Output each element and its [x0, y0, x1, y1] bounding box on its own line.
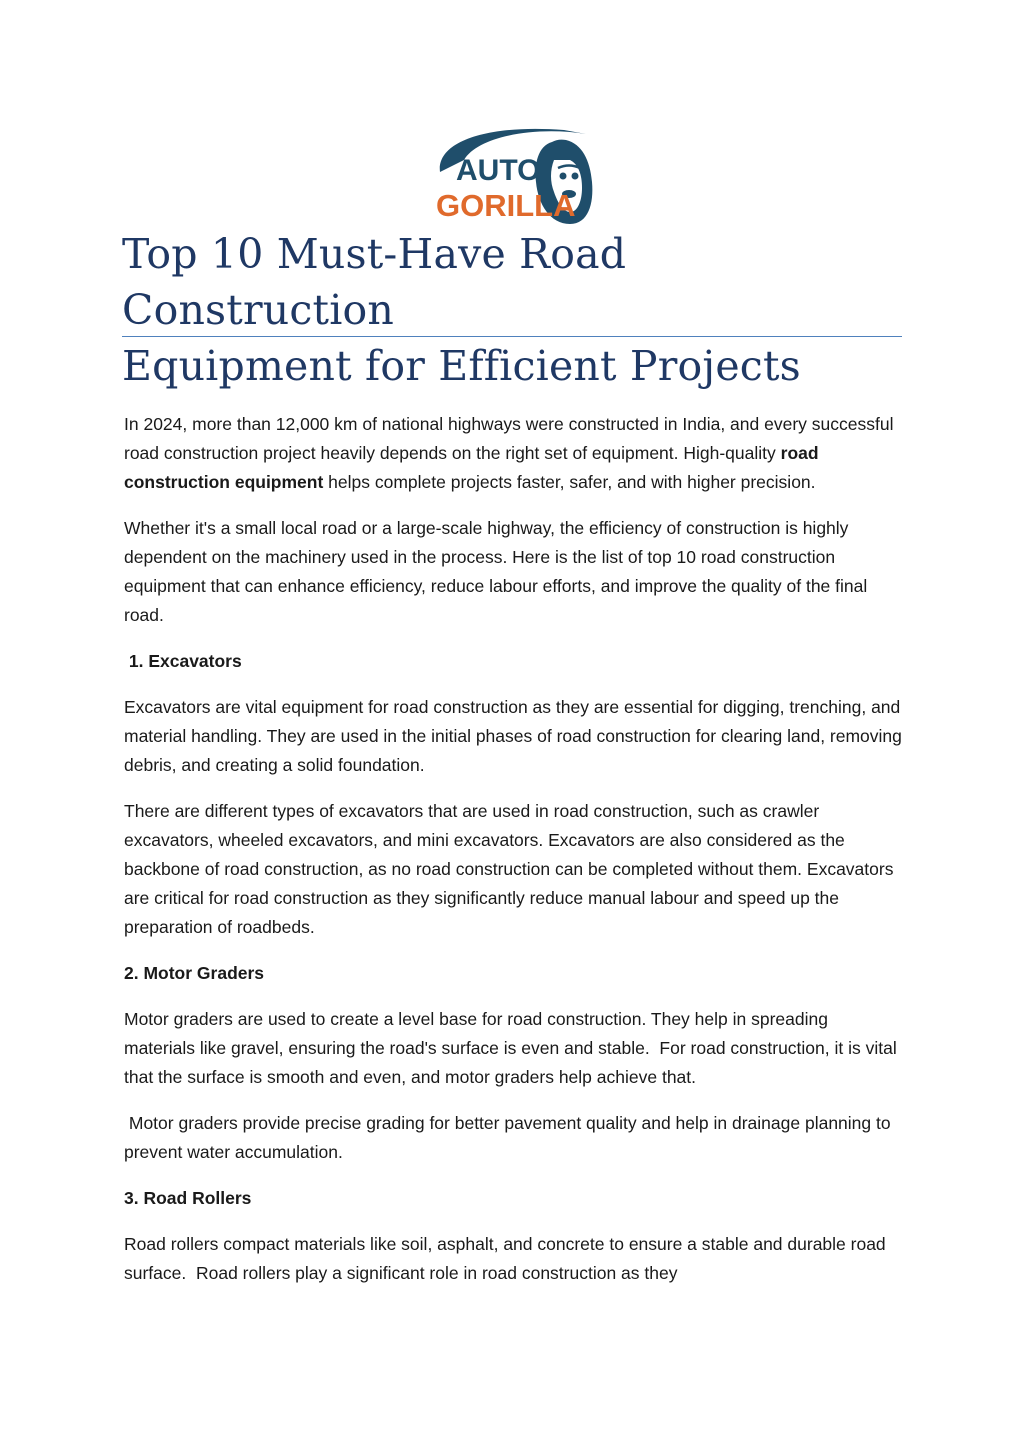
- section-heading-road-rollers: 3. Road Rollers: [124, 1188, 252, 1208]
- title-line-2: Equipment for Efficient Projects: [122, 342, 801, 390]
- excavators-paragraph-2: There are different types of excavators that are used in road construction, such as crawler excavators, wheeled excavators, and mini excavators. Excavators are also considered as the backbone of road construction, as no road construction can be completed without them. Excavators are critical for road construction as they significantly reduce manual labour and speed up the preparation of roadbeds.: [124, 801, 894, 937]
- motor-graders-paragraph-2: Motor graders provide precise grading for better pavement quality and help in drainage planning to prevent water accumulation.: [124, 1113, 896, 1162]
- auto-gorilla-logo: [426, 120, 596, 230]
- logo-text-top: AUTO: [456, 154, 541, 187]
- title-line-1: Top 10 Must-Have Road Construction: [122, 230, 627, 334]
- page-title: [122, 226, 902, 394]
- motor-graders-paragraph-1: Motor graders are used to create a level base for road construction. They help in spreading materials like gravel, ensuring the road's surface is even and stable. For road construction, it is vital that the surface is smooth and even, and motor graders help achieve that.: [124, 1009, 902, 1087]
- road-rollers-paragraph-1: Road rollers compact materials like soil, asphalt, and concrete to ensure a stable and durable road surface. Road rollers play a significant role in road construction as they: [124, 1234, 891, 1283]
- intro-paragraph-2: Whether it's a small local road or a large-scale highway, the efficiency of construction is highly dependent on the machinery used in the process. Here is the list of top 10 road construction equipment that can enhance efficiency, reduce labour efforts, and improve the quality of the final road.: [124, 518, 868, 625]
- excavators-paragraph-1: Excavators are vital equipment for road construction as they are essential for digging, trenching, and material handling. They are used in the initial phases of road construction for clearing land, removing debris, and creating a solid foundation.: [124, 697, 902, 775]
- title-divider: [122, 336, 902, 337]
- logo-text-bottom: GORILLA: [436, 188, 576, 223]
- intro-bold-link-text: road construction equipment: [124, 443, 819, 492]
- title-block: [122, 226, 902, 394]
- intro-text-a: In 2024, more than 12,000 km of national highways were constructed in India, and every successful road construction project heavily depends on the right set of equipment. High-quality: [124, 414, 894, 463]
- intro-paragraph: [124, 410, 902, 497]
- section-heading-motor-graders: 2. Motor Graders: [124, 963, 265, 983]
- intro-text-b: helps complete projects faster, safer, and with higher precision.: [323, 472, 816, 492]
- section-heading-excavators: 1. Excavators: [128, 651, 242, 671]
- article-body: [124, 410, 902, 1305]
